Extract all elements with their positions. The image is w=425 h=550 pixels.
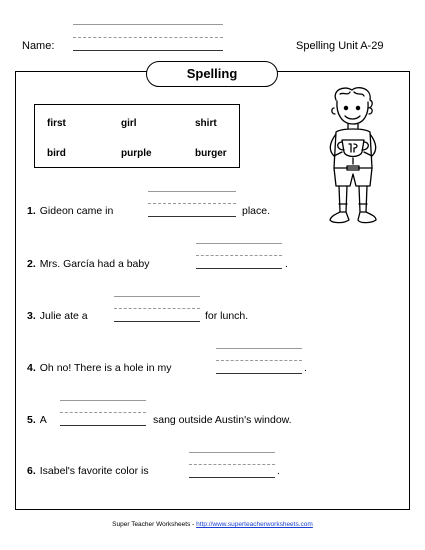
word-bank-item: purple <box>121 148 152 159</box>
word-bank-item: bird <box>47 148 66 159</box>
answer-midline <box>114 308 200 309</box>
question-text-before: Isabel's favorite color is <box>39 465 149 477</box>
answer-guide-top <box>189 452 275 453</box>
question-number: 2. <box>27 258 36 270</box>
question-text-before: Julie ate a <box>39 310 88 322</box>
question-number: 1. <box>27 205 36 217</box>
answer-blank-3[interactable] <box>114 321 200 322</box>
question-text-after: place. <box>242 205 271 217</box>
page-footer <box>0 521 425 528</box>
question-text-before: A <box>39 414 47 426</box>
word-bank-item: burger <box>195 148 227 159</box>
word-bank-item: shirt <box>195 118 217 129</box>
answer-blank-4[interactable] <box>216 373 302 374</box>
name-baseline[interactable] <box>73 50 223 51</box>
question-3 <box>27 310 88 322</box>
answer-midline <box>216 360 302 361</box>
name-label: Name: <box>22 40 55 52</box>
name-guide-line <box>73 24 223 25</box>
question-1 <box>27 205 113 217</box>
worksheet-title: Spelling <box>146 61 278 87</box>
question-text-before: Mrs. García had a baby <box>39 258 150 270</box>
answer-guide-top <box>148 191 236 192</box>
answer-blank-1[interactable] <box>148 216 236 217</box>
word-bank-item: first <box>47 118 66 129</box>
question-text-after: . <box>285 258 288 270</box>
question-text-after: sang outside Austin's window. <box>153 414 292 426</box>
question-number: 5. <box>27 414 36 426</box>
answer-midline <box>189 464 275 465</box>
answer-midline <box>148 203 236 204</box>
footer-separator: - <box>192 521 195 528</box>
question-text-after: . <box>277 465 280 477</box>
answer-guide-top <box>60 400 146 401</box>
question-6 <box>27 465 149 477</box>
answer-guide-top <box>114 296 200 297</box>
question-text-after: . <box>304 362 307 374</box>
footer-url-link[interactable]: http://www.superteacherworksheets.com <box>196 521 313 528</box>
answer-guide-top <box>216 348 302 349</box>
boy-with-trophy-illustration <box>318 86 388 228</box>
question-text-before: Oh no! There is a hole in my <box>39 362 172 374</box>
question-number: 6. <box>27 465 36 477</box>
question-number: 3. <box>27 310 36 322</box>
name-midline <box>73 37 223 38</box>
question-5 <box>27 414 47 426</box>
answer-guide-top <box>196 243 282 244</box>
question-text-after: for lunch. <box>205 310 249 322</box>
question-2 <box>27 258 149 270</box>
answer-blank-2[interactable] <box>196 268 282 269</box>
answer-blank-6[interactable] <box>189 477 275 478</box>
unit-label: Spelling Unit A-29 <box>296 40 384 52</box>
question-text-before: Gideon came in <box>39 205 114 217</box>
question-4 <box>27 362 171 374</box>
answer-blank-5[interactable] <box>60 425 146 426</box>
answer-midline <box>60 412 146 413</box>
word-bank-item: girl <box>121 118 137 129</box>
question-number: 4. <box>27 362 36 374</box>
answer-midline <box>196 255 282 256</box>
footer-site-name: Super Teacher Worksheets <box>112 521 191 528</box>
